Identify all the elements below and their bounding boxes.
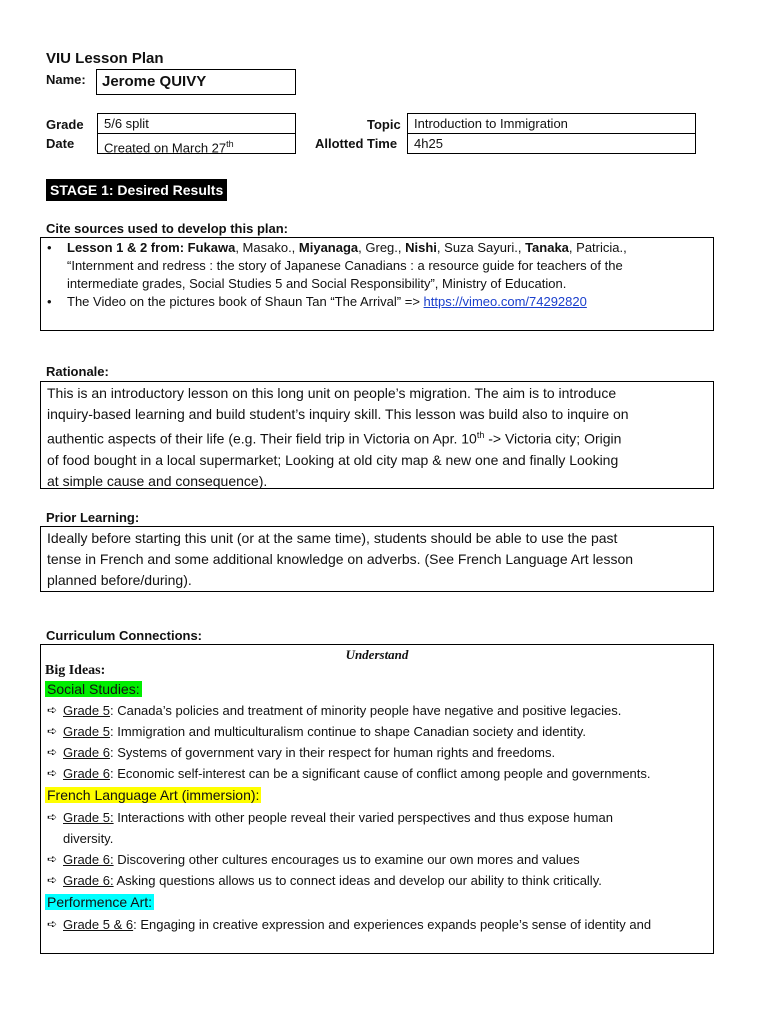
prior-learning-label: Prior Learning: [46,510,140,525]
social-studies-row [45,679,709,700]
prior-line-2: tense in French and some additional knowledge on adverbs. (See French Language Art lesson [47,551,634,567]
arrow-icon: ➪ [47,873,58,887]
author-tanaka: Tanaka [525,240,569,255]
grade-cell [97,113,296,134]
rationale-line-2: inquiry-based learning and build student’s inquiry skill. This lesson was build also to inquire on [47,406,629,422]
grade-ref: Grade 5 [63,724,110,739]
source-item-1 [41,239,713,257]
list-item [45,914,709,935]
name-value: Jerome QUIVY [102,73,207,90]
sources-box [40,237,714,331]
allotted-time-cell [407,133,696,154]
list-item [45,849,709,870]
idea-text: : Immigration and multiculturalism continue to shape Canadian society and identity. [109,724,586,739]
document-title: VIU Lesson Plan [46,50,164,67]
arrow-icon: ➪ [47,852,58,866]
author-miyanaga: Miyanaga [298,240,359,255]
grade-ref: Grade 6 [63,766,110,781]
list-item [45,742,709,763]
source2-text: The Video on the pictures book of Shaun Tan “The Arrival” => [67,294,424,309]
author-miyanaga-rest: , Greg., [358,240,406,255]
arrow-icon: ➪ [47,810,58,824]
name-field [96,69,296,95]
rationale-line-3b: -> Victoria city; Origin [484,430,622,447]
grade-label: Grade [46,117,84,132]
sources-label: Cite sources used to develop this plan: [46,221,288,236]
rationale-line-4: of food bought in a local supermarket; Looking at old city map & new one and finally Looking [47,451,619,468]
rationale-line-1: This is an introductory lesson on this long unit on people’s migration. The aim is to introduce [47,385,617,401]
grade-ref: Grade 6: [63,852,114,867]
grade-ref: Grade 6: [63,873,114,888]
social-studies-heading: Social Studies: [47,681,140,697]
idea-text: : Economic self-interest can be a significant cause of conflict among people and governments. [109,766,651,781]
rationale-line-5: at simple cause and consequence). [47,472,268,489]
idea-text: Asking questions allows us to connect ideas and develop our ability to think critically. [113,873,602,888]
author-tanaka-rest: , Patricia., [568,240,627,255]
list-item [45,721,709,742]
author-nishi: Nishi [405,240,437,255]
author-fukawa-rest: , Masako., [235,240,299,255]
source1-prefix: Lesson 1 & 2 from: [67,240,188,255]
topic-value: Introduction to Immigration [414,116,568,131]
list-item-continued: diversity. [63,831,114,846]
list-item [45,763,709,784]
french-heading: French Language Art (immersion): [47,787,260,803]
date-cell [97,133,296,154]
idea-text: : Systems of government vary in their respect for human rights and freedoms. [109,745,556,760]
performance-art-heading: Performence Art: [47,894,153,910]
date-sup: th [226,139,234,149]
stage1-heading: STAGE 1: Desired Results [46,179,227,201]
source-item-2 [41,293,713,311]
prior-learning-box [40,526,714,592]
list-item [45,807,709,828]
idea-text: Interactions with other people reveal their varied perspectives and thus expose human [113,810,613,825]
rationale-sup: th [476,430,485,440]
idea-text: Discovering other cultures encourages us to examine our own mores and values [113,852,580,867]
date-value-wrap [98,134,295,156]
big-ideas-heading: Big Ideas: [45,663,106,678]
arrow-icon: ➪ [47,703,58,717]
arrow-icon: ➪ [47,917,58,931]
grade-ref: Grade 5 & 6 [63,917,134,932]
prior-line-3: planned before/during). [47,572,192,588]
list-item [45,870,709,891]
rationale-line-3 [47,425,707,450]
date-value: Created on March 27 [104,140,227,156]
topic-label: Topic [367,117,401,132]
bullet: • [47,240,52,255]
author-fukawa: Fukawa [187,240,236,255]
prior-line-1: Ideally before starting this unit (or at the same time), students should be able to use the past [47,530,618,546]
arrow-icon: ➪ [47,745,58,759]
understand-heading: Understand [345,647,409,662]
author-nishi-rest: , Suza Sayuri., [436,240,526,255]
grade-ref: Grade 6 [63,745,110,760]
rationale-box [40,381,714,489]
grade-value: 5/6 split [104,116,149,131]
vimeo-link[interactable]: https://vimeo.com/74292820 [423,294,587,309]
source1-line2: “Internment and redress : the story of Japanese Canadians : a resource guide for teachers of the [67,258,623,273]
date-label: Date [46,136,75,151]
french-row [45,784,709,807]
source1-line3: intermediate grades, Social Studies 5 and Social Responsibility”, Ministry of Education. [67,276,567,291]
bullet: • [47,294,52,309]
allotted-time-label: Allotted Time [315,136,398,151]
rationale-label: Rationale: [46,364,109,379]
idea-text: : Canada’s policies and treatment of minority people have negative and positive legacies. [109,703,622,718]
arrow-icon: ➪ [47,724,58,738]
grade-ref: Grade 5 [63,703,110,718]
arrow-icon: ➪ [47,766,58,780]
idea-text: : Engaging in creative expression and experiences expands people’s sense of identity and [133,917,652,932]
performance-row [45,891,709,914]
topic-cell [407,113,696,134]
curriculum-label: Curriculum Connections: [46,628,203,643]
list-item [45,700,709,721]
curriculum-box [40,644,714,954]
rationale-line-3a: authentic aspects of their life (e.g. Their field trip in Victoria on Apr. 10 [47,430,477,447]
name-label: Name: [46,72,86,87]
allotted-time-value: 4h25 [414,136,443,151]
grade-ref: Grade 5: [63,810,114,825]
